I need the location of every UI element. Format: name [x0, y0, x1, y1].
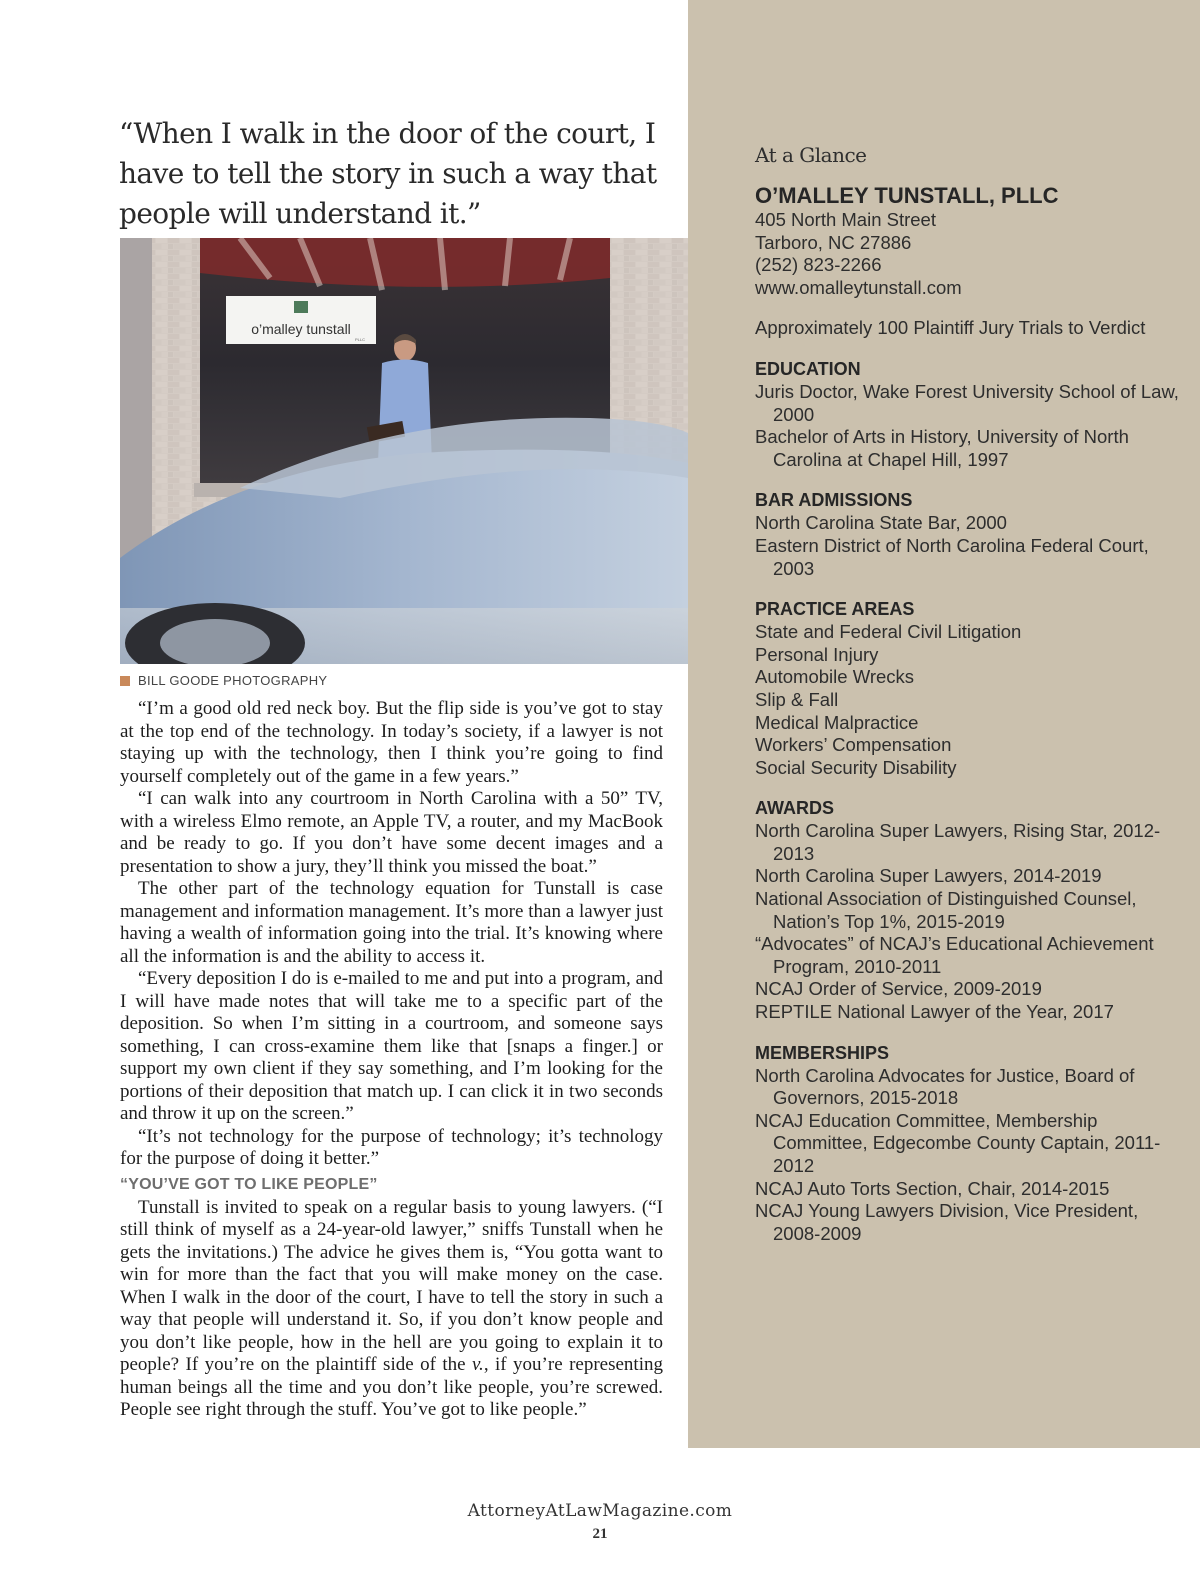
practice-area: Workers’ Compensation: [755, 734, 952, 756]
photo-credit-text: BILL GOODE PHOTOGRAPHY: [138, 673, 328, 688]
education-heading: EDUCATION: [755, 358, 861, 379]
article-paragraph: “Every deposition I do is e-mailed to me and put into a program, and I will have made notes that will take me to a specific part of the deposition. So when I’m sitting in a courtroom, and someone says something, I can cross-examine them like that [snaps a finger.] or support my own client if they say something, and I’m looking for the portions of their deposition that match up. I can click it in two seconds and throw it up on the screen.”: [120, 968, 663, 1124]
page-number: 21: [592, 1526, 608, 1542]
award-entry: REPTILE National Lawyer of the Year, 2017: [755, 1001, 1114, 1023]
practice-area: Personal Injury: [755, 643, 879, 665]
article-paragraph: “I’m a good old red neck boy. But the flip side is you’ve got to stay at the top end of the technology. In today’s society, if a lawyer is not staying up with the technology, then I think you’re going to find yourself completely out of the game in a few years.”: [120, 698, 663, 787]
article-body: [120, 698, 663, 1422]
firm-phone: (252) 823-2266: [755, 254, 882, 276]
education-entry: Bachelor of Arts in History, University of North Carolina at Chapel Hill, 1997: [755, 426, 1129, 470]
photo-credit: [120, 673, 327, 688]
membership-entry: NCAJ Auto Torts Section, Chair, 2014-2015: [755, 1177, 1110, 1199]
practice-area: Automobile Wrecks: [755, 666, 915, 688]
feature-photo: [120, 238, 688, 664]
education-entry: Juris Doctor, Wake Forest University School of Law, 2000: [755, 380, 1179, 425]
article-paragraph: The other part of the technology equation for Tunstall is case management and information management. It’s more than a lawyer just having a wealth of information going into the trial. It’s knowing where all the information is and the ability to access it.: [120, 878, 663, 967]
award-entry: NCAJ Order of Service, 2009-2019: [755, 978, 1042, 1000]
photo-sign-text: o’malley tunstall: [251, 321, 351, 337]
practice-area: Social Security Disability: [755, 756, 957, 778]
bar-admissions-heading: BAR ADMISSIONS: [755, 490, 913, 511]
bar-admission-entry: Eastern District of North Carolina Federal Court, 2003: [755, 534, 1149, 579]
awards-heading: AWARDS: [755, 798, 835, 819]
membership-entry: North Carolina Advocates for Justice, Board of Governors, 2015-2018: [755, 1064, 1135, 1109]
award-entry: National Association of Distinguished Counsel, Nation’s Top 1%, 2015-2019: [755, 888, 1137, 932]
award-entry: “Advocates” of NCAJ’s Educational Achievement Program, 2010-2011: [755, 933, 1154, 977]
firm-address-line: 405 North Main Street: [755, 209, 936, 230]
award-entry: North Carolina Super Lawyers, 2014-2019: [755, 865, 1102, 887]
firm-address-line: Tarboro, NC 27886: [755, 231, 912, 253]
pull-quote: “When I walk in the door of the court, I have to tell the story in such a way that people will understand it.”: [119, 117, 657, 230]
practice-area: Medical Malpractice: [755, 711, 919, 733]
memberships-heading: MEMBERSHIPS: [755, 1042, 890, 1063]
membership-entry: NCAJ Young Lawyers Division, Vice President, 2008-2009: [755, 1200, 1139, 1244]
article-subhead: “YOU’VE GOT TO LIKE PEOPLE”: [120, 1175, 378, 1193]
membership-entry: NCAJ Education Committee, Membership Committee, Edgecombe County Captain, 2011-2012: [755, 1109, 1161, 1176]
article-paragraph: “It’s not technology for the purpose of technology; it’s technology for the purpose of doing it better.”: [120, 1125, 663, 1169]
firm-website: www.omalleytunstall.com: [755, 276, 962, 298]
sidebar-heading: At a Glance: [755, 143, 867, 167]
article-paragraph: “I can walk into any courtroom in North Carolina with a 50” TV, with a wireless Elmo remote, an Apple TV, a router, and my MacBook and be ready to go. If you don’t have some decent images and a presentation to show a jury, they’ll think you missed the boat.”: [120, 788, 663, 877]
credit-marker: [120, 676, 130, 686]
bar-admission-entry: North Carolina State Bar, 2000: [755, 512, 1007, 534]
photo-sign-sub: PLLC: [354, 337, 366, 342]
practice-area: State and Federal Civil Litigation: [755, 621, 1022, 643]
practice-area: Slip & Fall: [755, 688, 839, 710]
award-entry: North Carolina Super Lawyers, Rising Star, 2012-2013: [755, 820, 1161, 864]
firm-name: O’MALLEY TUNSTALL, PLLC: [755, 183, 1059, 208]
article-paragraph: Tunstall is invited to speak on a regular basis to young lawyers. (“I still think of myself as a 24-year-old lawyer,” sniffs Tunstall when he gets the invitations.) The advice he gives them is, “You gotta want to win for more than the fact that you will make money on the case. When I walk in the door of the court, I have to tell the story in such a way that people will understand it. So, if you don’t know people and you don’t like people, how in the hell are you going to explain it to people? If you’re on the plaintiff side of the v., if you’re representing human beings all the time and you don’t like people, you’re screwed. People see right through the stuff. You’ve got to like people.”: [120, 1196, 663, 1420]
practice-areas-heading: PRACTICE AREAS: [755, 599, 915, 620]
at-a-glance-sidebar: [688, 0, 1200, 1448]
footer-site: AttorneyAtLawMagazine.com: [467, 1501, 733, 1521]
jury-trials: Approximately 100 Plaintiff Jury Trials to Verdict: [755, 317, 1146, 339]
